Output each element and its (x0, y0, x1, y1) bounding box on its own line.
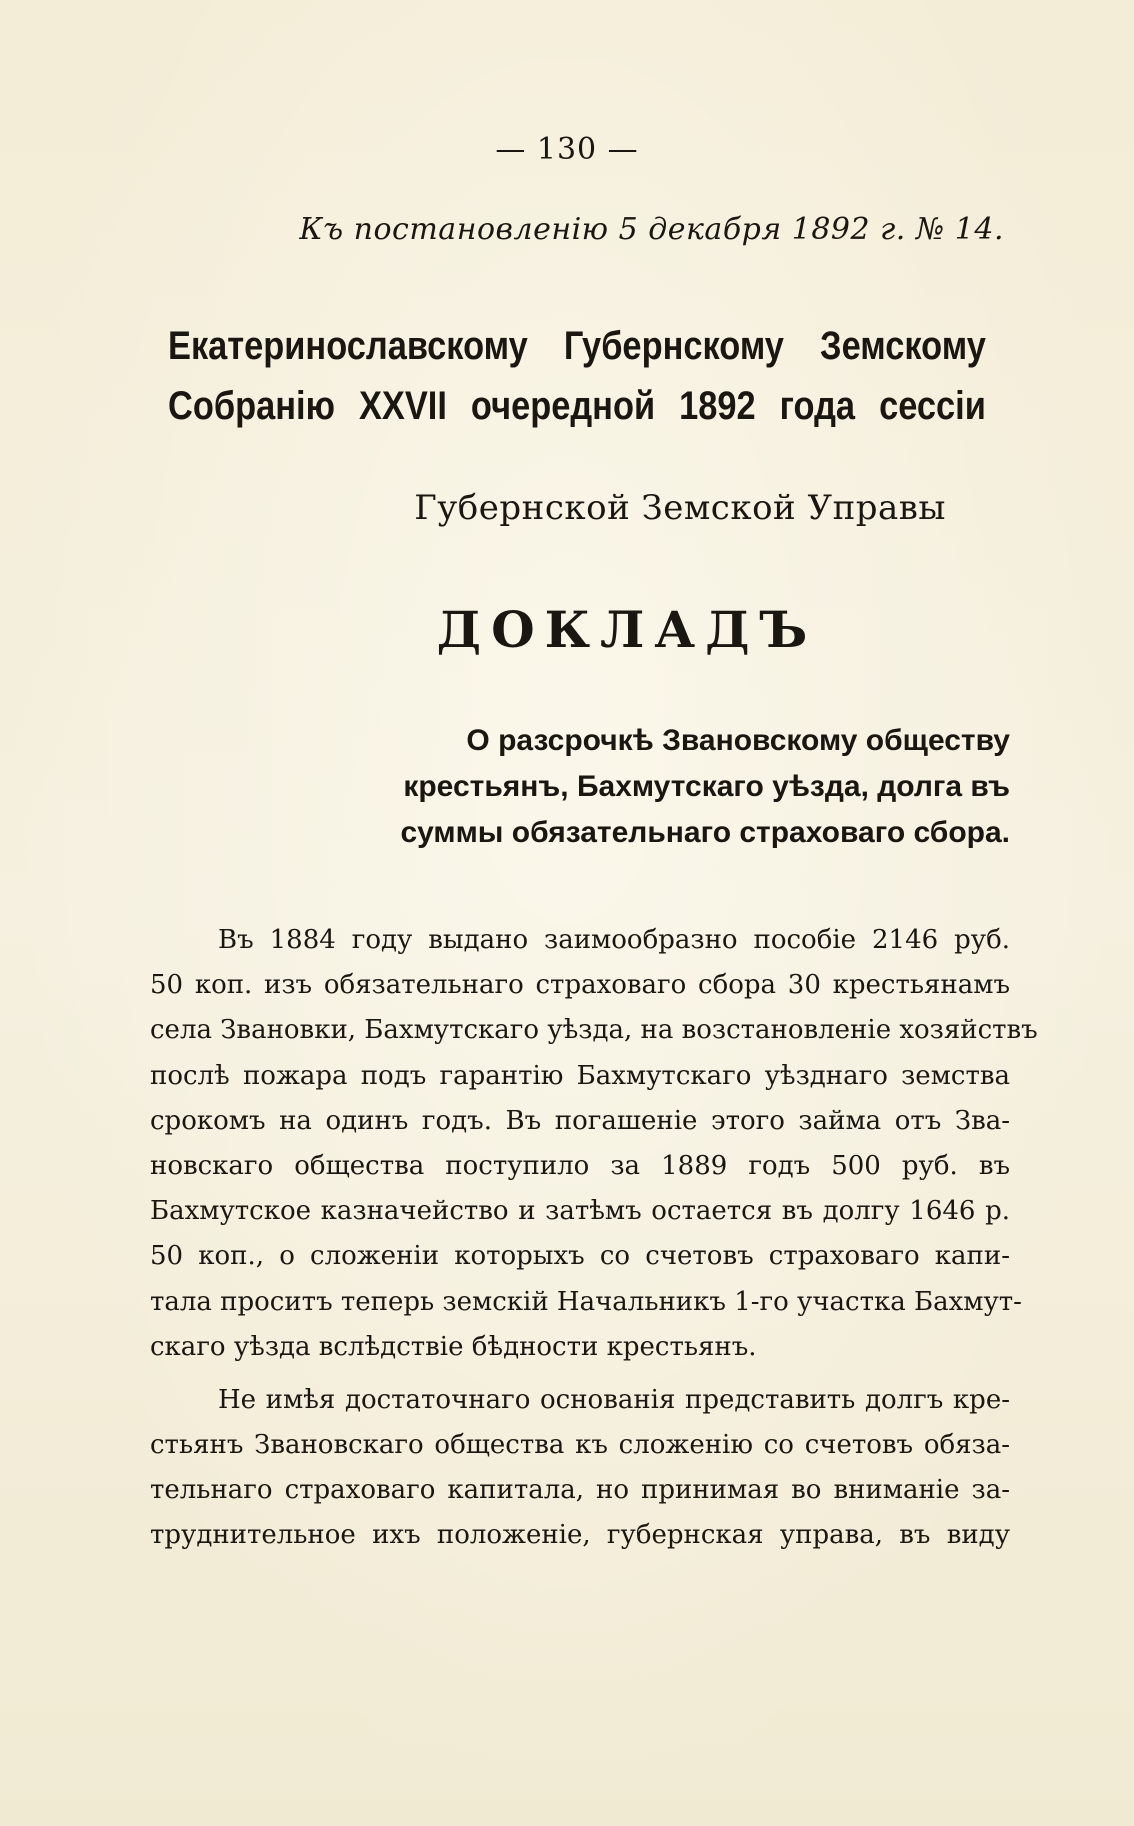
body-line: скаго уѣзда вслѣдствіе бѣдности крестьянъ. (150, 1331, 757, 1362)
title-line: Собранію XXVII очередной 1892 года сессіи (168, 384, 986, 428)
body-line: 50 коп., о сложеніи которыхъ со счетовъ страховаго капи- (150, 1241, 1010, 1272)
body-line: 50 коп. изъ обязательнаго страховаго сбора 30 крестьянамъ (150, 970, 1010, 1001)
paragraph (150, 918, 1038, 1370)
body-line: стьянъ Звановскаго общества къ сложенію со счетовъ обяза- (150, 1430, 1010, 1461)
body-line: Бахмутское казначейство и затѣмъ остается въ долгу 1646 р. (150, 1196, 1010, 1227)
body-line: Въ 1884 году выдано заимообразно пособіе 2146 руб. (218, 925, 1010, 955)
body-line: Не имѣя достаточнаго основанія представить долгъ кре- (218, 1384, 1010, 1415)
topic-line: О разсрочкѣ Звановскому обществу (466, 724, 1010, 757)
title-line: Екатеринославскому Губернскому Земскому (168, 324, 986, 368)
body-line: села Звановки, Бахмутскаго уѣзда, на возстановленіе хозяйствъ (150, 1015, 1038, 1046)
board-subtitle: Губернской Земской Управы (414, 488, 946, 528)
page-number: — 130 — (495, 132, 639, 167)
resolution-reference: Къ постановленію 5 декабря 1892 г. № 14. (299, 212, 1004, 247)
body-line: труднительное ихъ положеніе, губернская управа, въ виду (150, 1520, 1010, 1551)
paragraph (150, 1378, 1010, 1559)
body-line: срокомъ на одинъ годъ. Въ погашеніе этого займа отъ Зва- (150, 1105, 1010, 1136)
body-line: новскаго общества поступило за 1889 годъ 500 руб. въ (150, 1150, 1010, 1181)
topic-line: суммы обязательнаго страховаго сбора. (400, 816, 1010, 849)
report-body (150, 918, 1038, 1559)
body-line: тельнаго страховаго капитала, но принимая во вниманіе за- (150, 1475, 1010, 1506)
assembly-title (168, 316, 986, 436)
report-heading: ДОКЛАДЪ (436, 600, 818, 659)
body-line: тала проситъ теперь земскій Начальникъ 1-го участка Бахмут- (150, 1286, 1022, 1317)
body-line: послѣ пожара подъ гарантію Бахмутскаго уѣзднаго земства (150, 1060, 1010, 1091)
topic-line: крестьянъ, Бахмутскаго уѣзда, долга въ (403, 770, 1010, 803)
report-topic (370, 718, 1010, 856)
